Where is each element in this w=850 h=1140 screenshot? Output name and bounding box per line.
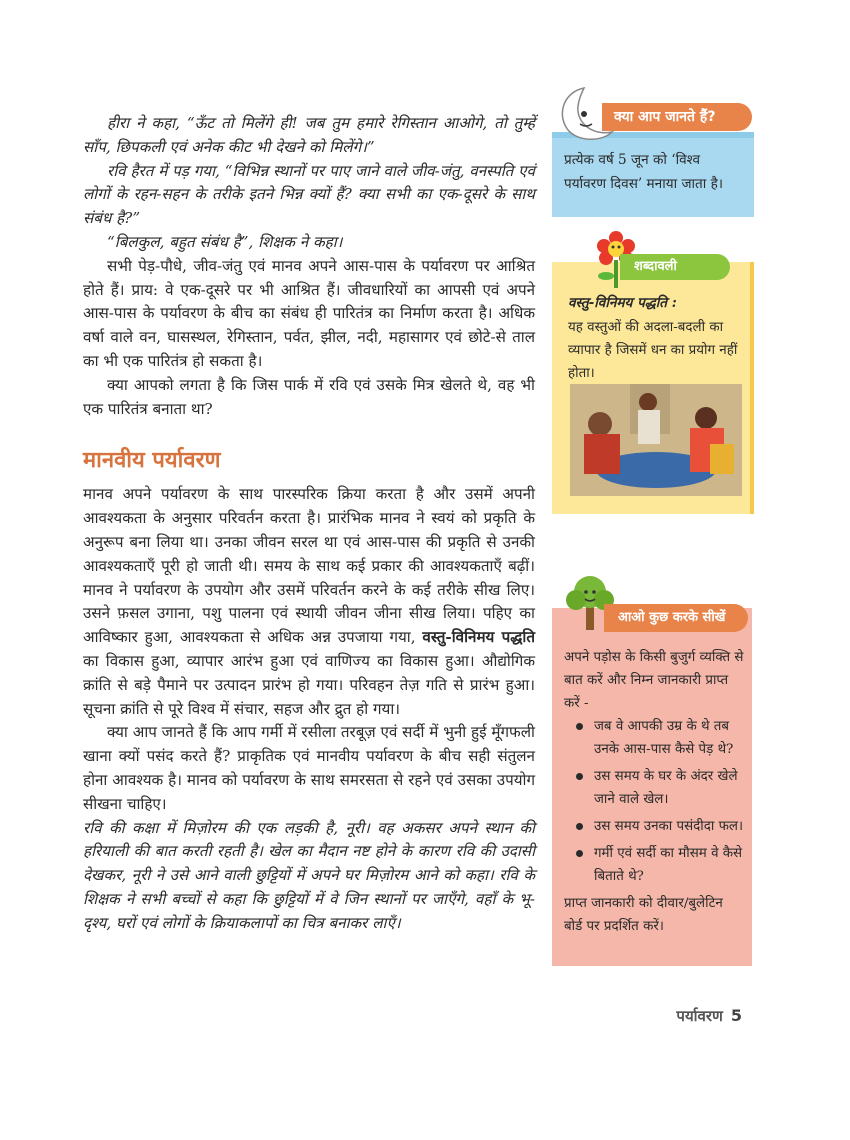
activity-outro: प्राप्त जानकारी को दीवार/बुलेटिन बोर्ड पर प्रदर्शित करें। xyxy=(564,896,723,934)
barter-photo-illustration xyxy=(570,384,742,496)
paragraph: सभी पेड़-पौधे, जीव-जंतु एवं मानव अपने आस-पास के पर्यावरण पर आश्रित होते हैं। प्राय: वे एक-दूसरे पर भी आश्रित हैं। जीवधारियों का आपसी एवं अपने आस-पास के पर्यावरण के बीच का संबंध ही पारितंत्र का निर्माण करता है। अधिक वर्षा वाले वन, घासस्थल, रेगिस्तान, पर्वत, झील, नदी, महासागर एवं छोटे-से ताल का भी एक पारितंत्र हो सकता है। xyxy=(83,256,535,370)
glossary-text: यह वस्तुओं की अदला-बदली का व्यापार है जिसमें धन का प्रयोग नहीं होता। xyxy=(568,320,738,381)
page-number: 5 xyxy=(730,1006,742,1025)
barter-photo xyxy=(570,384,742,496)
list-item: उस समय के घर के अंदर खेले जाने वाले खेल। xyxy=(594,765,744,811)
list-item: उस समय उनका पसंदीदा फल। xyxy=(594,815,744,838)
activity-content xyxy=(564,646,744,938)
glossary-term: वस्तु-विनिमय पद्धति : xyxy=(568,295,677,311)
footer-label: पर्यावरण xyxy=(676,1007,723,1025)
paragraph xyxy=(83,483,535,721)
paragraph: रवि हैरत में पड़ गया, “विभिन्न स्थानों पर पाए जाने वाले जीव-जंतु, वनस्पति एवं लोगों के रहन-सहन के तरीके इतने भिन्न क्यों हैं? क्या सभी का एक-दूसरे के साथ संबंध है?” xyxy=(83,161,535,228)
paragraph: रवि की कक्षा में मिज़ोरम की एक लड़की है, नूरी। वह अकसर अपने स्थान की हरियाली की बात करती रहती है। खेल का मैदान नष्ट होने के कारण रवि की उदासी देखकर, नूरी ने उसे आने वाली छुट्टियों में अपने घर मिज़ोरम आने को कहा। रवि के शिक्षक ने सभी बच्चों से कहा कि छुट्टियों में वे जिन स्थानों पर जाएँगे, वहाँ के भू-दृश्य, घरों एवं लोगों के क्रियाकलापों का चित्र बनाकर लाएँ। xyxy=(83,818,535,932)
paragraph-text: मानव अपने पर्यावरण के साथ पारस्परिक क्रिया करता है और उसमें अपनी आवश्यकता के अनुसार परिवर्तन करता है। प्रारंभिक मानव ने स्वयं को प्रकृति के अनुरूप बना लिया था। उनका जीवन सरल था एवं आस-पास की प्रकृति से उनकी आवश्यकताएँ पूरी हो जाती थी। समय के साथ कई प्रकार की आवश्यकताएँ बढ़ीं। मानव ने पर्यावरण के उपयोग और उसमें परिवर्तन करने के कई तरीके सीख लिए। उसने फ़सल उगाना, पशु पालना एवं स्थायी जीवन जीना सीख लिया। पहिए का आविष्कार हुआ, आवश्यकता से अधिक अन्न उपजाया गया, xyxy=(83,485,535,647)
activity-list xyxy=(564,715,744,888)
main-column xyxy=(83,112,535,936)
list-item: जब वे आपकी उम्र के थे तब उनके आस-पास कैसे पेड़ थे? xyxy=(594,715,744,761)
activity-banner: आओ कुछ करके सीखें xyxy=(604,604,748,632)
paragraph: हीरा ने कहा, “ऊँट तो मिलेंगे ही! जब तुम हमारे रेगिस्तान आओगे, तो तुम्हें साँप, छिपकली एवं अनेक कीट भी देखने को मिलेंगे।” xyxy=(83,114,535,156)
paragraph-text: का विकास हुआ, व्यापार आरंभ हुआ एवं वाणिज्य का विकास हुआ। औद्योगिक क्रांति से बड़े पैमाने पर उत्पादन प्रारंभ हो गया। परिवहन तेज़ गति से प्रारंभ हुआ। सूचना क्रांति से पूरे विश्व में संचार, सहज और द्रुत हो गया। xyxy=(83,651,535,718)
paragraph: “बिलकुल, बहुत संबंध है”, शिक्षक ने कहा। xyxy=(107,232,343,251)
list-item: गर्मी एवं सर्दी का मौसम वे कैसे बिताते थे? xyxy=(594,842,744,888)
glossary-banner: शब्दावली xyxy=(620,254,730,280)
paragraph: क्या आप जानते हैं कि आप गर्मी में रसीला तरबूज़ एवं सर्दी में भुनी हुई मूँगफली खाना क्यों पसंद करते हैं? प्राकृतिक एवं मानवीय पर्यावरण के बीच सही संतुलन होना आवश्यक है। मानव को पर्यावरण के साथ समरसता से रहने एवं उसका उपयोग सीखना चाहिए। xyxy=(83,723,535,813)
activity-box xyxy=(552,608,752,966)
did-you-know-text: प्रत्येक वर्ष 5 जून को ‘विश्व पर्यावरण दिवस’ मनाया जाता है। xyxy=(564,152,724,192)
bold-term: वस्तु-विनिमय पद्धति xyxy=(422,628,536,647)
activity-intro: अपने पड़ोस के किसी बुजुर्ग व्यक्ति से बात करें और निम्न जानकारी प्राप्त करें - xyxy=(564,650,744,711)
page-footer xyxy=(676,1006,742,1026)
did-you-know-box xyxy=(552,132,754,217)
paragraph: क्या आपको लगता है कि जिस पार्क में रवि एवं उसके मित्र खेलते थे, वह भी एक पारितंत्र बनाता था? xyxy=(83,375,535,418)
section-heading: मानवीय पर्यावरण xyxy=(83,447,221,474)
did-you-know-banner: क्या आप जानते हैं? xyxy=(602,103,752,131)
